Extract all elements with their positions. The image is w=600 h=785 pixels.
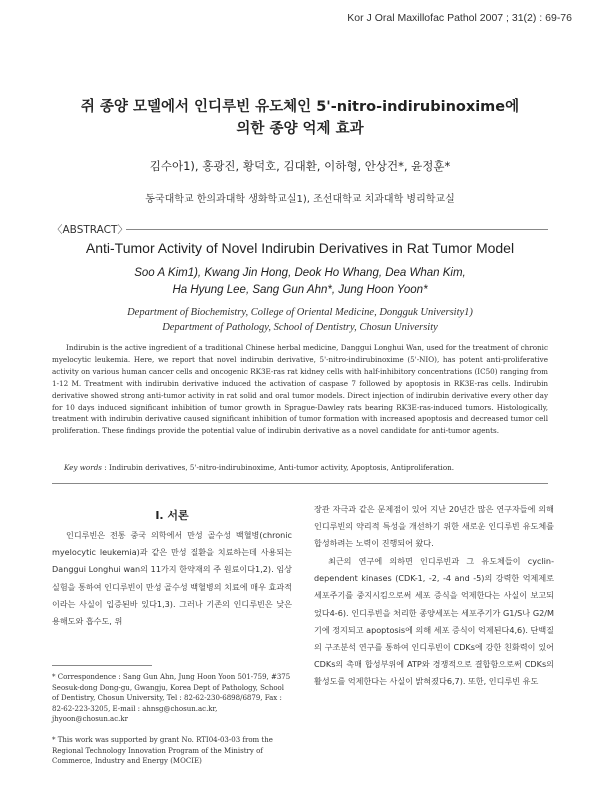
english-title: Anti-Tumor Activity of Novel Indirubin Derivatives in Rat Tumor Model — [85, 240, 515, 256]
footnote-funding: * This work was supported by grant No. RTI04-03-03 from the Regional Technology Innovation Program of the Ministry of Commerce, Industry and Energy (MOCIE) — [52, 736, 273, 766]
intro-left-paragraph: 인디루빈은 전통 중국 의학에서 만성 골수성 백혈병(chronic myelocytic leukemia)과 같은 만성 질환을 치료하는데 사용되는 Danggui Longhui wan의 11가지 한약재의 주 원료이다1,2). 임상 실험을 통하여 인디루빈이 만성 골수성 백혈병의 치료에 매우 효과적이라는 사실이 입증된바 있다1,3). 그러나 기존의 인디루빈은 낮은 용해도와 흡수도, 위 — [52, 530, 292, 627]
footnote-correspondence: * Correspondence : Sang Gun Ahn, Jung Hoon Yoon 501-759, #375 Seosuk-dong Dong-gu, Gwangju, Korea Dept of Pathology, School of Dentistry, Chosun University, Tel : 82-62-230-6898/6879, Fax : 82-62-223-3205, E-mail : ahnsg@chosun.ac.kr, jhyoon@chosun.ac.kr — [52, 673, 291, 724]
korean-authors: 김수아1), 홍광진, 황덕호, 김대환, 이하형, 안상건*, 윤정훈* — [149, 159, 451, 173]
korean-title-line1: 쥐 종양 모델에서 인디루빈 유도체인 5'-nitro-indirubinoxime에 — [80, 99, 520, 115]
english-authors-line1: Soo A Kim1), Kwang Jin Hong, Deok Ho Whang, Dea Whan Kim, — [134, 267, 466, 279]
english-affiliation — [0, 305, 600, 335]
abstract-bottom-divider — [52, 483, 548, 484]
journal-citation: Kor J Oral Maxillofac Pathol 2007 ; 31(2) : 69-76 — [347, 12, 572, 24]
korean-title — [0, 96, 600, 140]
abstract-body: Indirubin is the active ingredient of a traditional Chinese herbal medicine, Danggui Longhui Wan, used for the treatment of chronic myelocytic leukemia. Here, we report that novel indirubin derivative, 5'-nitro-indirubinoxime (5'-NIO), has potent anti-proliferative activity on various human cancer cells and oncogenic RK3E-ras rat kidney cells with half-inhibitory concentrations (IC50) ranging from 1-12 M. Treatment with indirubin derivative induced the activation of caspase 7 followed by apoptosis in RK3E-ras cells. Indirubin derivative showed strong anti-tumor activity in rat solid and oral tumor models. Direct injection of indirubin derivative every other day for 10 days induced significant inhibition of tumor growth in Sprague-Dawley rats bearing RK3E-ras-induced tumors. Histologically, treatment with indirubin derivative caused significant inhibition of tumor formation with increased apoptosis and decreased tumor cell proliferation. These findings provide the potential value of indirubin derivative as a novel candidate for anti-tumor agents. — [52, 343, 548, 436]
footnote-divider — [52, 665, 152, 666]
section-heading-introduction: I. 서론 — [155, 509, 189, 522]
abstract-top-divider — [126, 229, 548, 230]
keywords-text: : Indirubin derivatives, 5'-nitro-indirubinoxime, Anti-tumor activity, Apoptosis, Antiproliferation. — [101, 463, 455, 472]
intro-right-paragraph-2: 최근의 연구에 의하면 인디루빈과 그 유도체들이 cyclin-dependent kinases (CDK-1, -2, -4 and -5)의 강력한 억제제로 세포주기를 중지시킴으로써 세포 증식을 억제한다는 사실이 보고되었다4-6). 인디루빈을 처리한 종양세포는 세포주기가 G1/S나 G2/M 기에 정지되고 apoptosis에 의해 세포 증식이 억제된다4,6). 단백질의 구조분석 연구를 통하여 인디루빈이 CDKs에 강한 친화력이 있어 CDKs의 촉매 합성부위에 ATP와 경쟁적으로 결합함으로써 CDKs의 활성도를 억제한다는 사실이 밝혀졌다6,7). 또한, 인디루빈 유도 — [314, 556, 554, 687]
english-affiliation-line2: Department of Pathology, School of Dentistry, Chosun University — [162, 322, 438, 333]
korean-affiliation: 동국대학교 한의과대학 생화학교실1), 조선대학교 치과대학 병리학교실 — [145, 194, 455, 205]
intro-right-paragraph-1: 장관 자극과 같은 문제점이 있어 지난 20년간 많은 연구자들에 의해 인디루빈의 약리적 특성을 개선하기 위한 새로운 인디루빈 유도체를 합성하려는 노력이 진행되어 왔다. — [314, 504, 554, 549]
abstract-heading: 〈ABSTRACT〉 — [52, 224, 128, 236]
keywords-label: Key words — [64, 463, 102, 472]
korean-title-line2: 의한 종양 억제 효과 — [236, 121, 364, 137]
keywords — [64, 463, 548, 472]
english-affiliation-line1: Department of Biochemistry, College of Oriental Medicine, Dongguk University1) — [127, 307, 473, 318]
english-authors-line2: Ha Hyung Lee, Sang Gun Ahn*, Jung Hoon Yoon* — [172, 284, 428, 296]
english-authors — [0, 265, 600, 299]
